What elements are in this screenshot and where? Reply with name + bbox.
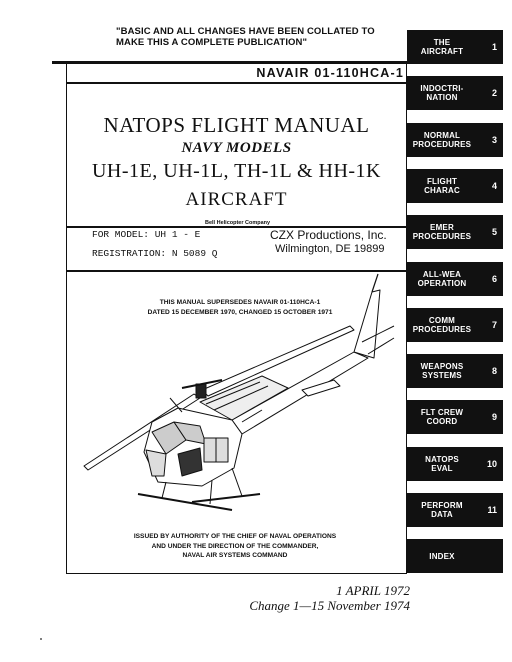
section-tab-number: 11 — [487, 505, 497, 515]
registration-stamp: REGISTRATION: N 5089 Q — [92, 248, 218, 259]
section-tab-number: 9 — [491, 412, 497, 423]
publisher-name: CZX Productions, Inc. — [270, 228, 387, 242]
helicopter-illustration — [82, 272, 400, 524]
section-tab-1[interactable] — [407, 30, 503, 64]
section-tab-label: FLT CREW COORD — [420, 408, 464, 427]
header-rule — [66, 82, 407, 84]
manual-title: NATOPS FLIGHT MANUAL — [103, 113, 370, 137]
section-tab-label: FLIGHT CHARAC — [424, 176, 460, 195]
section-tab-12[interactable] — [407, 539, 503, 573]
section-tab-11[interactable] — [407, 493, 503, 527]
section-tab-label: INDOCTRI- NATION — [420, 84, 464, 103]
section-tab-5[interactable] — [407, 215, 503, 249]
issue-date: 1 APRIL 1972 — [336, 583, 410, 598]
section-tab-label: INDEX — [429, 551, 455, 561]
section-tab-label: ALL-WEA OPERATION — [417, 269, 467, 288]
authority-line-2: AND UNDER THE DIRECTION OF THE COMMANDER, — [151, 542, 319, 550]
aircraft-heading: AIRCRAFT — [185, 189, 288, 210]
collation-notice — [116, 26, 406, 48]
section-tab-label: WEAPONS SYSTEMS — [420, 362, 464, 381]
manufacturer-name: Bell Helicopter Company — [205, 220, 271, 226]
section-tab-10[interactable] — [407, 447, 503, 481]
authority-line-3: NAVAL AIR SYSTEMS COMMAND — [182, 552, 288, 559]
section-tab-number: 3 — [491, 134, 497, 145]
section-tab-number: 10 — [486, 458, 497, 469]
section-tab-number: 5 — [491, 227, 497, 238]
section-tab-9[interactable] — [407, 400, 503, 434]
section-tab-number: 8 — [491, 366, 497, 377]
section-tab-label: NORMAL PROCEDURES — [412, 130, 472, 149]
section-tab-number: 7 — [491, 319, 497, 330]
section-tab-label: NATOPS EVAL — [425, 454, 459, 473]
section-tab-2[interactable] — [407, 76, 503, 110]
section-tab-number: 2 — [491, 88, 497, 99]
supersedes-line-2: DATED 15 DECEMBER 1970, CHANGED 15 OCTOBER 1971 — [147, 309, 333, 316]
supersedes-line-1: THIS MANUAL SUPERSEDES NAVAIR 01-110HCA-1 — [159, 299, 321, 306]
publisher-address: Wilmington, DE 19899 — [275, 243, 385, 255]
section-tab-4[interactable] — [407, 169, 503, 203]
section-tab-label: PERFORM DATA — [421, 501, 463, 519]
for-model-stamp: FOR MODEL: UH 1 - E — [92, 229, 201, 240]
change-date: Change 1—15 November 1974 — [249, 598, 410, 613]
section-tab-label: EMER PROCEDURES — [412, 223, 472, 242]
section-tab-8[interactable] — [407, 354, 503, 388]
manual-subtitle: NAVY MODELS — [181, 140, 292, 156]
section-tab-number: 6 — [491, 273, 497, 284]
notice-line-2: MAKE THIS A COMPLETE PUBLICATION" — [116, 37, 308, 48]
section-tab-label: THE AIRCRAFT — [420, 38, 464, 56]
notice-line-1: "BASIC AND ALL CHANGES HAVE BEEN COLLATED TO — [116, 26, 375, 37]
section-tab-number: 4 — [491, 180, 497, 191]
scan-speck — [40, 638, 42, 640]
section-tab-number: 1 — [491, 42, 497, 52]
section-tab-label: COMM PROCEDURES — [412, 315, 472, 334]
section-tab-6[interactable] — [407, 262, 503, 296]
section-tab-3[interactable] — [407, 123, 503, 157]
issuing-authority — [110, 532, 360, 561]
section-tab-7[interactable] — [407, 308, 503, 342]
aircraft-models: UH-1E, UH-1L, TH-1L & HH-1K — [91, 160, 381, 182]
authority-line-1: ISSUED BY AUTHORITY OF THE CHIEF OF NAVAL OPERATIONS — [133, 533, 337, 540]
document-number: NAVAIR 01-110HCA-1 — [256, 66, 404, 80]
